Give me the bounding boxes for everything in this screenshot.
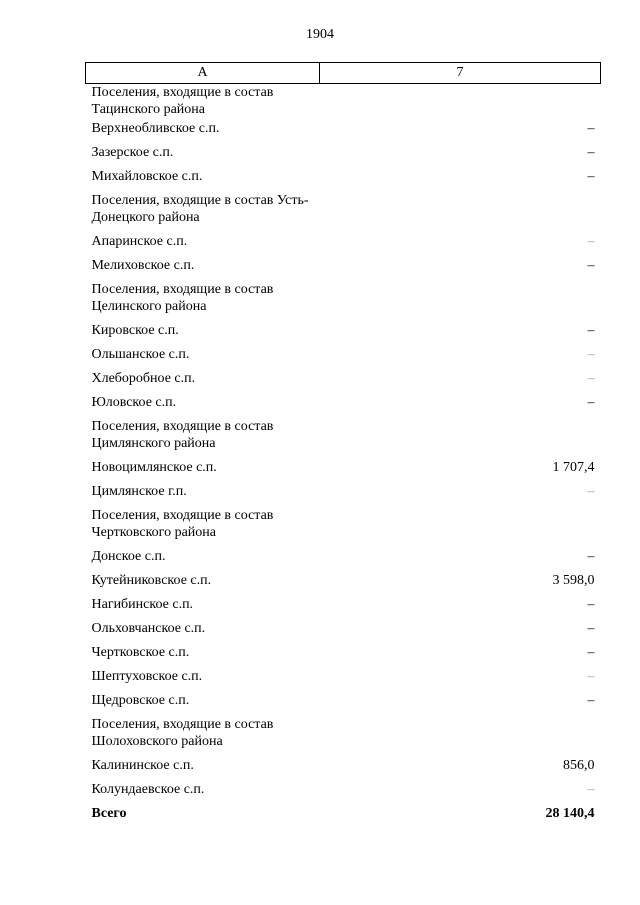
settlement-value: 856,0 (563, 758, 595, 773)
settlement-name: Чертковское с.п. (91, 645, 190, 660)
settlement-value: – (587, 395, 595, 410)
settlement-name: Нагибинское с.п. (91, 597, 194, 612)
district-group-label: Поселения, входящие в состав Тацинского района (91, 85, 274, 117)
settlement-name: Щедровское с.п. (91, 693, 190, 708)
district-group-row (86, 418, 601, 459)
table-row (86, 483, 601, 507)
table-row (86, 120, 601, 144)
table-row (86, 257, 601, 281)
table-row (86, 781, 601, 805)
table-header (86, 63, 601, 84)
table-row (86, 548, 601, 572)
table-row (86, 668, 601, 692)
settlement-value: – (587, 549, 595, 564)
settlement-value: – (587, 323, 595, 338)
table-row (86, 394, 601, 418)
settlement-name: Цимлянское г.п. (91, 484, 187, 499)
district-group-label: Поселения, входящие в состав Усть-Донецкого района (91, 193, 309, 225)
settlement-value: – (587, 597, 595, 612)
table-row (86, 168, 601, 192)
table-row (86, 459, 601, 483)
settlement-value (320, 716, 601, 757)
table-row (86, 644, 601, 668)
table-row (86, 346, 601, 370)
settlement-name: Шептуховское с.п. (91, 669, 203, 684)
settlement-value (320, 418, 601, 459)
settlement-name: Калининское с.п. (91, 758, 194, 773)
district-group-label: Поселения, входящие в состав Чертковского района (91, 508, 274, 540)
total-label: Всего (91, 806, 127, 821)
settlement-value: – (587, 782, 595, 797)
settlement-name: Верхнеобливское с.п. (91, 121, 220, 136)
table-row (86, 757, 601, 781)
district-group-row (86, 192, 601, 233)
district-group-label: Поселения, входящие в состав Целинского района (91, 282, 274, 314)
table-row (86, 322, 601, 346)
settlement-name: Колундаевское с.п. (91, 782, 205, 797)
settlement-name: Ольшанское с.п. (91, 347, 190, 362)
table-row (86, 596, 601, 620)
settlement-name: Новоцимлянское с.п. (91, 460, 217, 475)
settlement-name: Кутейниковское с.п. (91, 573, 212, 588)
settlement-name: Ольховчанское с.п. (91, 621, 206, 636)
settlement-name: Хлеборобное с.п. (91, 371, 196, 386)
total-row (86, 805, 601, 822)
settlement-value: – (587, 669, 595, 684)
settlement-value: – (587, 621, 595, 636)
table-row (86, 572, 601, 596)
settlement-name: Юловское с.п. (91, 395, 177, 410)
allocation-table (85, 62, 601, 822)
district-group-label: Поселения, входящие в состав Шолоховского района (91, 717, 274, 749)
table-row (86, 692, 601, 716)
table-row (86, 144, 601, 168)
settlement-value (320, 84, 601, 121)
page-number: 1904 (306, 27, 334, 42)
settlement-value: – (587, 347, 595, 362)
settlement-value: – (587, 169, 595, 184)
district-group-row (86, 281, 601, 322)
settlement-value: – (587, 484, 595, 499)
settlement-value: – (587, 371, 595, 386)
settlement-value (320, 192, 601, 233)
table-row (86, 370, 601, 394)
settlement-value: – (587, 121, 595, 136)
district-group-label: Поселения, входящие в состав Цимлянского района (91, 419, 274, 451)
settlement-value: 1 707,4 (552, 460, 595, 475)
district-group-row (86, 84, 601, 121)
header-column-7: 7 (320, 63, 601, 84)
settlement-name: Апаринское с.п. (91, 234, 188, 249)
district-group-row (86, 507, 601, 548)
header-column-a: А (86, 63, 320, 84)
total-value: 28 140,4 (545, 806, 595, 821)
settlement-name: Зазерское с.п. (91, 145, 174, 160)
table-body (86, 84, 601, 823)
settlement-value: – (587, 258, 595, 273)
header-row (86, 63, 601, 84)
settlement-value: – (587, 693, 595, 708)
table-row (86, 233, 601, 257)
settlement-value (320, 281, 601, 322)
settlement-value: – (587, 234, 595, 249)
settlement-name: Мелиховское с.п. (91, 258, 195, 273)
settlement-name: Кировское с.п. (91, 323, 179, 338)
settlement-name: Донское с.п. (91, 549, 166, 564)
settlement-value: 3 598,0 (552, 573, 595, 588)
settlement-value: – (587, 645, 595, 660)
settlement-value: – (587, 145, 595, 160)
settlement-value (320, 507, 601, 548)
table-row (86, 620, 601, 644)
settlement-name: Михайловское с.п. (91, 169, 203, 184)
district-group-row (86, 716, 601, 757)
